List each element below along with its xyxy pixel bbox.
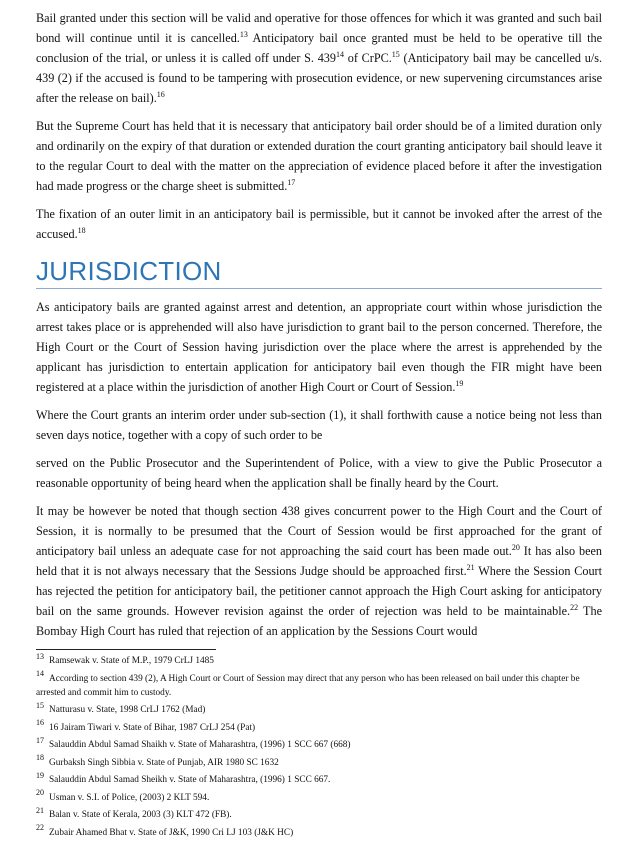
paragraph-text: It has also been held that it is not always necessary that the Sessions Judge should be approached first. xyxy=(36,544,602,578)
paragraph-text: Where the Court grants an interim order under sub-section (1), it shall forthwith cause a notice being not less than seven days notice, together with a copy of such order to be xyxy=(36,408,602,442)
body-section-jurisdiction xyxy=(36,297,602,641)
paragraph-text: Where the Session Court has rejected the petition for anticipatory bail, the petitioner cannot approach the High Court asking for anticipatory bail on the same grounds. However revision against the order of rejection was held to be maintainable. xyxy=(36,564,603,618)
footnote-reference: 21 xyxy=(466,562,475,572)
footnote-text: Salauddin Abdul Samad Shaikh v. State of Maharashtra, (1996) 1 SCC 667 (668) xyxy=(49,740,351,750)
paragraph xyxy=(36,405,602,445)
footnote-item: $^{14}$ According to section 439 (2), A High Court or Court of Session may direct that any person who has been released on bail under this chapter be arrested and commit him to custody. xyxy=(36,669,580,698)
paragraph xyxy=(36,453,602,493)
paragraph-text: But the Supreme Court has held that it is necessary that anticipatory bail order should be of a limited duration only and ordinarily on the expiry of that duration or extended duration the court granting anticipatory bail should leave it to the regular Court to deal with the matter on the appreciation of evidence placed before it after the investigation had made progress or the charge sheet is submitted. xyxy=(36,119,602,193)
paragraph-text: The Bombay High Court has ruled that rejection of an application by the Sessions Court would xyxy=(36,604,602,638)
footnote-reference: 18 xyxy=(77,225,86,235)
footnote-item: $^{18}$ Gurbaksh Singh Sibbia v. State of Punjab, AIR 1980 SC 1632 xyxy=(36,753,279,768)
footnote-reference: 20 xyxy=(511,542,520,552)
footnote-separator xyxy=(36,649,216,650)
paragraph-text: Bail granted under this section will be valid and operative for those offences for which it was granted and such bail bond will continue until it is cancelled. xyxy=(36,11,602,45)
footnote-text: Ramsewak v. State of M.P., 1979 CrLJ 1485 xyxy=(49,656,214,666)
paragraph-text: Anticipatory bail once granted must be held to be operative till the conclusion of the trial, or unless it is called off under S. 439 xyxy=(36,31,602,65)
paragraph-text: (Anticipatory bail may be cancelled u/s. 439 (2) if the accused is found to be tampering with prosecution evidence, or new supervening circumstances arise after the release on bail). xyxy=(36,51,602,105)
paragraph-text: served on the Public Prosecutor and the Superintendent of Police, with a view to give the Public Prosecutor a reasonable opportunity of being heard when the application shall be finally heard by the Court. xyxy=(36,456,602,490)
footnote-reference: 19 xyxy=(455,378,464,388)
paragraph xyxy=(36,501,602,641)
paragraph xyxy=(36,8,602,108)
paragraph-text: It may be however be noted that though section 438 gives concurrent power to the High Court and the Court of Session, it is normally to be presumed that the Court of Session would be first approached for the grant of anticipatory bail unless an adequate case for not approaching the said court has been made out. xyxy=(36,504,602,558)
footnote-item: $^{16}$ 16 Jairam Tiwari v. State of Bihar, 1987 CrLJ 254 (Pat) xyxy=(36,718,256,733)
footnote-reference: 14 xyxy=(336,49,344,59)
footnote-text: Natturasu v. State, 1998 CrLJ 1762 (Mad) xyxy=(49,705,206,715)
footnote-reference: 17 xyxy=(287,177,296,187)
footnote-text: According to section 439 (2), A High Court or Court of Session may direct that any person who has been released on bail under this chapter be arrested and commit him to custody. xyxy=(36,673,580,698)
document-page xyxy=(36,8,602,843)
body-section-top xyxy=(36,8,602,244)
footnote-item: $^{19}$ Salauddin Abdul Samad Sheikh v. State of Maharashtra, (1996) 1 SCC 667. xyxy=(36,770,331,785)
footnote-text: Usman v. S.I. of Police, (2003) 2 KLT 594. xyxy=(49,792,210,803)
footnote-reference: 22 xyxy=(570,602,579,612)
paragraph xyxy=(36,297,602,397)
footnote-reference: 16 xyxy=(156,89,165,99)
footnote-text: Salauddin Abdul Samad Sheikh v. State of Maharashtra, (1996) 1 SCC 667. xyxy=(49,775,331,785)
footnote-item: $^{17}$ Salauddin Abdul Samad Shaikh v. State of Maharashtra, (1996) 1 SCC 667 (668) xyxy=(36,735,351,750)
footnote-item: $^{21}$ Balan v. State of Kerala, 2003 (3) KLT 472 (FB). xyxy=(36,805,232,820)
footnote-item: $^{20}$ Usman v. S.I. of Police, (2003) 2 KLT 594. xyxy=(36,788,210,803)
footnote-text: Balan v. State of Kerala, 2003 (3) KLT 472 (FB). xyxy=(49,810,232,820)
footnote-reference: 15 xyxy=(391,49,400,59)
paragraph xyxy=(36,204,602,244)
footnote-item: $^{13}$ Ramsewak v. State of M.P., 1979 CrLJ 1485 xyxy=(36,651,214,666)
footnotes xyxy=(36,651,602,840)
heading-rule xyxy=(36,288,602,289)
footnote-item: $^{15}$ Natturasu v. State, 1998 CrLJ 1762 (Mad) xyxy=(36,700,206,715)
section-heading: JURISDICTION xyxy=(36,256,222,286)
footnote-text: Zubair Ahamed Bhat v. State of J&K, 1990 Cri LJ 103 (J&K HC) xyxy=(49,827,294,838)
footnote-reference: 13 xyxy=(239,29,248,39)
footnote-item: $^{22}$ Zubair Ahamed Bhat v. State of J&K, 1990 Cri LJ 103 (J&K HC) xyxy=(36,823,294,838)
footnote-text: 16 Jairam Tiwari v. State of Bihar, 1987 CrLJ 254 (Pat) xyxy=(49,722,256,733)
paragraph-text: As anticipatory bails are granted against arrest and detention, an appropriate court within whose jurisdiction the arrest takes place or is apprehended will also have jurisdiction to grant bail to the person concerned. Therefore, the High Court or the Court of Session having jurisdiction over the place where the arrest is apprehended by the applicant has jurisdiction to entertain application for anticipatory bail even though the FIR might have been registered at a place within the jurisdiction of another High Court or Court of Session. xyxy=(36,300,602,394)
paragraph-text: of CrPC. xyxy=(344,51,392,65)
paragraph-text: The fixation of an outer limit in an anticipatory bail is permissible, but it cannot be invoked after the arrest of the accused. xyxy=(36,207,602,241)
footnote-text: Gurbaksh Singh Sibbia v. State of Punjab, AIR 1980 SC 1632 xyxy=(49,757,279,768)
paragraph xyxy=(36,116,602,196)
